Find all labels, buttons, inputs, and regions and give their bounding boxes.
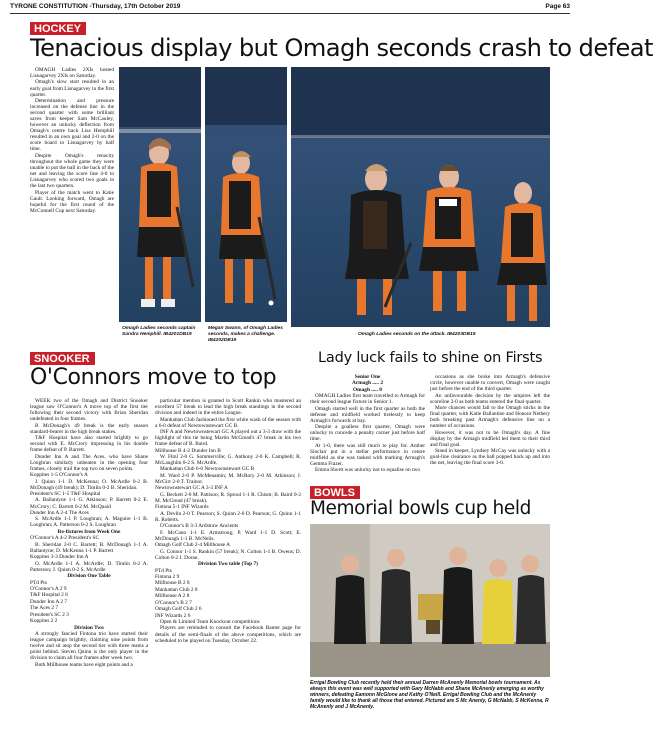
paragraph: B McDonagh's 49 break is the early season standard-bearer in the high break stakes. bbox=[30, 422, 148, 435]
firsts-score-line-3: Omagh ..... 0 bbox=[353, 386, 382, 393]
paragraph: T&F Hospital have also started brightly to go second with E. McCrory impressing in his double frame defeat of P. Barrett. bbox=[30, 435, 148, 454]
bowls-headline: Memorial bowls cup held bbox=[310, 498, 531, 519]
paragraph: Manhattan Club 6-0 Newtownstewart GC B bbox=[160, 466, 255, 473]
paragraph: Division One Table bbox=[67, 573, 111, 580]
paragraph: President's SC 2 3 bbox=[30, 611, 69, 618]
paragraph: O'Connor's B 2 7 bbox=[155, 599, 192, 606]
paragraph: Omagh Golf Club 2-4 Millhouse A bbox=[155, 542, 230, 549]
paragraph: A strongly fancied Fintona trio have started their league campaign brightly, claiming nine points from twelve and sit atop the second tier with three teams a point behind. Steven Quinn is the only player in the division to claim all four frames after week two. bbox=[30, 631, 148, 662]
paragraph: Re-fixtures from Week One bbox=[57, 528, 121, 535]
paragraph: Koppites 1-5 O'Connor's A bbox=[30, 472, 88, 479]
hockey-caption-2: Megan Swann, of Omagh Ladies seconds, makes a challenge. IB4202DB19 bbox=[208, 326, 284, 343]
paragraph: G. Beckett 2-0 M. Pattison; R. Sproul 1-1 R. Chism; B. Baird 0-2 M. McGread (47 break). bbox=[155, 491, 301, 504]
paragraph: Koppites 2 2 bbox=[30, 618, 58, 625]
hockey-headline: Tenacious display but Omagh seconds crash to defeat bbox=[30, 34, 653, 62]
firsts-score-line-2: Armagh ..... 2 bbox=[351, 380, 384, 387]
paragraph: Millhouse B 2 8 bbox=[155, 580, 190, 587]
paragraph: Koppites 3-3 Dunder Inn A bbox=[30, 554, 89, 561]
masthead bbox=[10, 3, 570, 14]
paragraph: Players are reminded to consult the Facebook Banter page for details of the semi-finals of the above competitions, which are scheduled to be played on Tuesday, October 22. bbox=[155, 625, 301, 644]
paragraph: Emma Shortt was unlucky not to equalise on two bbox=[315, 467, 421, 474]
firsts-column-2 bbox=[430, 374, 550, 484]
paragraph: However, it was not to be Omagh's day. A fine display by the Armagh midfield led them to their third and final goal. bbox=[430, 429, 550, 448]
bowls-photo bbox=[310, 524, 550, 677]
snooker-section-tag: SNOOKER bbox=[30, 352, 95, 365]
snooker-column-1 bbox=[30, 398, 148, 732]
paragraph: INF Wizards 2 6 bbox=[155, 612, 191, 619]
paragraph: O'Connor's A 4-2 President's SC bbox=[30, 535, 100, 542]
paragraph: Player of the match went to Katie Gault. Looking forward, Omagh are hopeful for the first round of the McConnell Cup next Saturday. bbox=[30, 189, 114, 214]
masthead-date: TYRONE CONSTITUTION -Thursday, 17th October 2019 bbox=[10, 3, 181, 10]
firsts-column-1 bbox=[310, 374, 425, 484]
paragraph: Determination and pressure increased on the defense line in the second quarter with some brilliant saves from keeper Sam McCauley, however an unlucky deflection from Omagh's centre back Lisa Hemphill resulted in an own goal and 2-0 on the score board to Lisnagarvey by half time. bbox=[30, 98, 114, 153]
paragraph: Dunder Inn A 2-4 The Aces bbox=[30, 509, 89, 516]
paragraph: Omagh started well in the first quarter as both the defense and midfield worked tirelessly to keep Armagh's forwards at bay. bbox=[310, 405, 425, 424]
paragraph: Millhouse B 4-2 Dunder Inn B bbox=[155, 447, 221, 454]
paragraph: Despite a goalless first quarter, Omagh were unlucky to concede a penalty corner just before half time. bbox=[310, 424, 425, 443]
paragraph: O. McArdle 1-1 A. McArdle; D. Timlin 0-2 A. Patterson; J. Quinn 0-2 S. McArdle bbox=[30, 560, 148, 573]
paragraph: Omagh's slow start resulted in an early goal from Lisnagarvey in the first quarter. bbox=[30, 79, 114, 98]
paragraph: W. Flml 2-0 G. Sommerville; G. Anthony 2-0 K. Campbell; R. McLaughlin 0-2 S. McArdle. bbox=[155, 453, 301, 467]
paragraph: particular mention is granted to Scott Rankin who mustered an excellent 57 break to lead the high break standings in the second division and indeed in the entire League. bbox=[155, 398, 301, 417]
bowls-section-tag: BOWLS bbox=[310, 486, 360, 499]
paragraph: B. Sheridan 2-0 C. Barrett; B. McDonagh 1-1 A. Ballantyne; D. McKenna 1-1 P. Barrett bbox=[30, 541, 148, 554]
paragraph: An unfavourable decision by the umpires left the scoreline 2-0 as both teams entered the final quarter. bbox=[430, 392, 550, 405]
hockey-caption-1: Omagh Ladies seconds captain Sandra Hemphill. IB4201DB19 bbox=[122, 326, 196, 337]
hockey-section-tag: HOCKEY bbox=[30, 22, 86, 35]
paragraph: Fintona 2 9 bbox=[155, 573, 180, 580]
hockey-player-figure bbox=[119, 67, 201, 322]
paragraph: WEEK two of the Omagh and District Snooker league saw O'Connor's A move top of the first tier following their second victory with Brian Sheridan undefeated in four frames. bbox=[30, 398, 148, 423]
paragraph: PTd Pts bbox=[155, 567, 172, 574]
paragraph: Manhattan Club 2 8 bbox=[155, 586, 198, 593]
hockey-players-figure bbox=[291, 67, 550, 327]
paragraph: G. Connor 1-1 S. Rankin (57 break); N. Colton 1-1 B. Owens; D. Colton 0-2 J. Doran. bbox=[155, 548, 301, 561]
snooker-headline: O'Connors move to top bbox=[30, 365, 277, 390]
paragraph: Both Millhouse teams have eight points and a bbox=[35, 661, 133, 668]
paragraph: T&F Hospital 2 8 bbox=[30, 592, 68, 599]
paragraph: The Aces 2 7 bbox=[30, 605, 59, 612]
paragraph: S. McArdle 1-1 P. Loughran; A. Maguire 1-1 B. Loughran; A. Patterson 0-2 S. Loughran bbox=[30, 516, 148, 529]
firsts-score-line-1: Senior One bbox=[354, 374, 381, 380]
paragraph: OMAGH Ladies first team travelled to Armagh for their second league fixture in Senior 1. bbox=[310, 393, 425, 406]
paragraph: Division Two table (Top 7) bbox=[198, 561, 258, 568]
paragraph: At 1-0, there was still much to play for. Amber Sinclair put in a stellar performance in centre midfield as she was tasked with marking Armagh's Gemma Frazer. bbox=[310, 442, 425, 467]
paragraph: Fintona 5-1 INF Wizards bbox=[155, 504, 209, 511]
paragraph: Dunder Inn A 2 7 bbox=[30, 598, 68, 605]
paragraph: Newtownstewart GC A 3-3 INF A bbox=[155, 485, 228, 492]
paragraph: A. Ballantyne 1-1 G. Atkinson; P. Barrett 0-2 E. McCrory; C. Barrett 0-2 M. McQuaid bbox=[30, 497, 148, 510]
paragraph: Manhattan Club fashioned the first white wash of the season with a 6-0 defeat of Newtownstewart GC B. bbox=[155, 416, 301, 429]
page-number: Page 63 bbox=[545, 3, 570, 10]
paragraph: occasions as she broke into Armagh's defensive circle, however unable to convert, Omagh were caught just before the end of the third quarter. bbox=[430, 374, 550, 393]
paragraph: Omagh Golf Club 2 6 bbox=[155, 606, 202, 613]
paragraph: PTd Pts bbox=[30, 579, 47, 586]
paragraph: A. Devlin 2-0 T. Pearson; S. Quinn 2-0 D. Pearson; G. Quinn 1-1 R. Roberts. bbox=[155, 510, 301, 523]
firsts-headline: Lady luck fails to shine on Firsts bbox=[318, 350, 543, 366]
bowls-group-figure bbox=[310, 524, 550, 677]
paragraph: Division Two bbox=[74, 624, 104, 631]
paragraph: OMAGH Ladies 2XIs hosted Lisnagarvey 2XIs on Saturday. bbox=[30, 67, 114, 80]
hockey-player-figure bbox=[205, 67, 287, 322]
paragraph: Stand in keeper, Lyndsey McCay was unlucky with a goal-line clearance as the ball popped back up and into the net, leaving the final score 3-0. bbox=[430, 448, 550, 467]
paragraph: More chances would fall to the Omagh sticks in the final quarter, with Katie Ballantine and Honour Nethery both breaking past Armagh's defensive line on a number of occasions. bbox=[430, 405, 550, 430]
bowls-caption: Errigal Bowling Club recently held their annual Darren McAnenly Memorial bowls tournament. As always this event was well supported with Gary McNabb and Shane McAnenly emerging as worthy winners, defeating Eamonn McGlone and Kathy O'Neill. Errigal Bowling Club and the McAnenly family would like to thank all those that entered. Pictured are S Mc Anenly, G McNabb, S McKenna, R McAnenly and J McAnenly. bbox=[310, 680, 549, 710]
hockey-photo-attack bbox=[291, 67, 550, 327]
paragraph: O'Connor's B 3-3 Ardstraw Ancients bbox=[160, 523, 239, 530]
paragraph: O'Connor's A 2 9 bbox=[30, 586, 67, 593]
hockey-photo-captain bbox=[119, 67, 201, 322]
paragraph: INF A and Newtownstewart GC A played out a 3-3 draw with the highlight of this tie being Martin McGread's 47 break in his two frame defeat of B. Baird. bbox=[155, 429, 301, 448]
paragraph: J. Quinn 1-1 D. McKenna; O. McArdle 0-2 B. McDonagh (49 break); D. Timlin 0-2 B. Sheridan. bbox=[30, 478, 148, 491]
paragraph: Open & Limited Team Knockout competitions bbox=[160, 619, 260, 626]
hockey-caption-3: Omagh Ladies seconds on the attack. IB4203DB19 bbox=[358, 332, 476, 337]
paragraph: M. Ward 2-0 P. McMenamin; M. McRory 2-0 M. Atkinson; J. McGirr 2-0 T. Trainor. bbox=[155, 472, 301, 485]
snooker-column-2 bbox=[155, 398, 301, 732]
paragraph: F. McCann 1-1 E. Armstrong; P. Ward 1-1 D. Scott; E. McDonagh 1-1 B. McNelis. bbox=[155, 529, 301, 542]
hockey-article-body bbox=[30, 67, 114, 335]
paragraph: Millhouse A 2 8 bbox=[155, 593, 190, 600]
paragraph: Despite Omagh's tenacity throughout the whole game they were unable to put the ball in the back of the net and leaving the score line 4-0 to Lisnagarvey who scored two goals in the last two quarters. bbox=[30, 152, 114, 190]
paragraph: President's SC 1-5 T&F Hospital bbox=[30, 491, 101, 498]
paragraph: Dunder Inn A and The Aces, who have Shane Loughran similarly unbeaten in the opening four frames, closely trail the top two on seven points. bbox=[30, 453, 148, 472]
hockey-photo-challenge bbox=[205, 67, 287, 322]
